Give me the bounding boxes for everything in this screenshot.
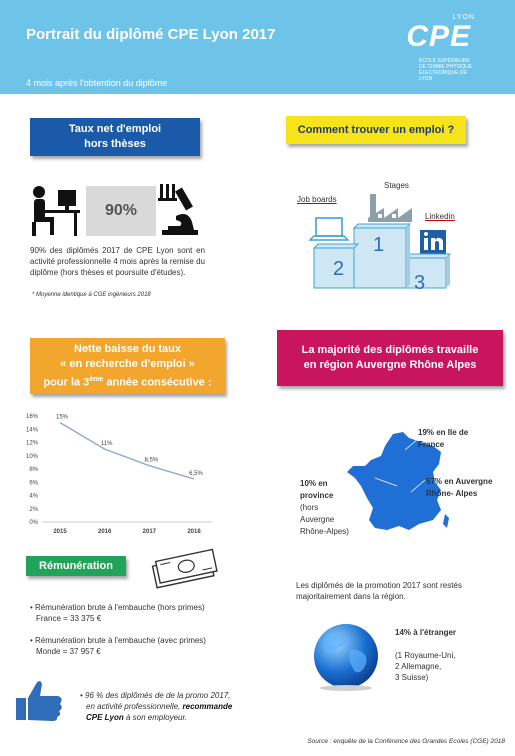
jobsearch-banner: Comment trouver un emploi ? — [286, 116, 466, 144]
label-linkedin: Linkedin — [425, 212, 455, 221]
data-label: 15% — [55, 414, 69, 421]
region-banner — [277, 330, 503, 386]
logo-lyon: LYON — [452, 14, 475, 21]
y-tick-label: 0% — [29, 520, 38, 526]
decline-line-chart — [20, 410, 220, 538]
cpe-logo — [385, 14, 475, 84]
salary-item-1-value: France = 33 375 € — [36, 614, 102, 623]
podium-rank-1: 1 — [373, 234, 385, 256]
data-label: 6,5% — [189, 470, 203, 477]
abroad-details — [395, 650, 505, 683]
data-label: 11% — [100, 441, 113, 448]
employment-banner — [30, 118, 200, 156]
podium-rank-3: 3 — [414, 272, 426, 294]
decline-line3-b: année consécutive : — [103, 376, 212, 389]
label-idf: 19% en Ile de France — [418, 428, 469, 449]
globe-icon — [310, 620, 382, 692]
employment-rate: 90% — [104, 202, 138, 219]
series-line — [60, 423, 194, 479]
y-tick-label: 2% — [29, 506, 38, 513]
source-note: Source : enquête de la Conférence des Grandes Ecoles (CGE) 2018 — [307, 738, 505, 745]
salary-banner: Rémunération — [26, 556, 126, 576]
data-label: 8,5% — [144, 457, 159, 464]
decline-banner-line2: « en recherche d'emploi » — [60, 357, 195, 370]
x-tick-label: 2016 — [97, 529, 112, 535]
label-province-sub: (hors Auvergne Rhône-Alpes) — [300, 503, 349, 536]
abroad-line-3: 3 Suisse) — [395, 673, 429, 682]
salary-item-1: • Rémunération brute à l'embauche (hors primes) France = 33 375 € — [30, 602, 245, 624]
decline-line3-sup: ème — [89, 375, 104, 383]
money-icon — [148, 548, 218, 592]
recommend-line-3: à son employeur. — [123, 713, 188, 722]
recommend-line-2-bold: recommande — [182, 702, 233, 711]
podium-rank-2: 2 — [333, 258, 345, 280]
region-banner-line1: La majorité des diplômés travaille — [301, 344, 479, 356]
label-stages: Stages — [384, 181, 409, 190]
recommend-line-3-bold: CPE Lyon — [86, 713, 124, 722]
desk-worker-icon — [30, 184, 82, 238]
y-tick-label: 6% — [29, 480, 38, 487]
employment-banner-line2: hors thèses — [84, 138, 146, 150]
linkedin-icon — [420, 230, 446, 254]
thumbs-up-icon — [14, 678, 66, 722]
employment-banner-line1: Taux net d'emploi — [68, 123, 162, 135]
recommend-line-1: 96 % des diplômés de de la promo 2017, — [85, 691, 231, 700]
y-tick-label: 12% — [25, 440, 38, 447]
abroad-line-2: 2 Allemagne, — [395, 662, 442, 671]
logo-cpe: CPE — [406, 20, 471, 53]
decline-banner — [30, 338, 225, 394]
label-jobboards: Job boards — [297, 195, 337, 204]
logo-tagline: ÉCOLE SUPÉRIEURE DE CHIMIE PHYSIQUE ÉLECTRONIQUE DE LYON — [419, 58, 473, 82]
page-title: Portrait du diplômé CPE Lyon 2017 — [26, 26, 276, 43]
x-tick-label: 2017 — [142, 529, 157, 535]
salary-item-2: • Rémunération brute à l'embauche (avec primes) Monde = 37 957 € — [30, 635, 245, 657]
region-banner-line2: en région Auvergne Rhône Alpes — [303, 359, 477, 371]
y-tick-label: 10% — [25, 453, 38, 460]
y-tick-label: 4% — [29, 493, 38, 500]
laptop-icon — [310, 218, 348, 240]
x-tick-label: 2018 — [187, 529, 201, 535]
recommend-line-2: en activité professionnelle, — [86, 702, 183, 711]
salary-item-1-label: Rémunération brute à l'embauche (hors primes) — [35, 603, 205, 612]
salary-item-2-value: Monde = 37 957 € — [36, 647, 101, 656]
label-province: 10% en province — [300, 479, 334, 500]
y-tick-label: 16% — [25, 414, 38, 420]
abroad-line-1: (1 Royaume-Uni, — [395, 651, 456, 660]
decline-line3-a: pour la 3 — [43, 376, 90, 389]
y-tick-label: 14% — [25, 427, 38, 434]
employment-description: 90% des diplômés 2017 de CPE Lyon sont en activité professionnelle 4 mois après la remise du diplôme (hors thèses et poursuite d'études). — [30, 246, 205, 277]
abroad-title: 14% à l'étranger — [395, 628, 457, 637]
employment-note: * Moyenne identique à CGE ingénieurs 2018 — [32, 292, 151, 298]
decline-banner-line3 — [43, 372, 211, 391]
factory-icon — [368, 194, 412, 222]
page-subtitle: 4 mois après l'obtention du diplôme — [26, 78, 168, 88]
x-tick-label: 2015 — [53, 529, 67, 535]
decline-banner-line1: Nette baisse du taux — [74, 342, 181, 355]
microscope-icon — [154, 182, 202, 238]
recommend-text: • 96 % des diplômés de de la promo 2017, en activité professionnelle, recommande CPE Lyon à son employeur. — [80, 691, 233, 722]
region-summary: Les diplômés de la promotion 2017 sont restés majoritairement dans la région. — [296, 581, 462, 601]
label-ara: 57% en Auvergne Rhône- Alpes — [426, 477, 493, 498]
y-tick-label: 8% — [29, 467, 38, 473]
salary-item-2-label: Rémunération brute à l'embauche (avec primes) — [35, 636, 206, 645]
